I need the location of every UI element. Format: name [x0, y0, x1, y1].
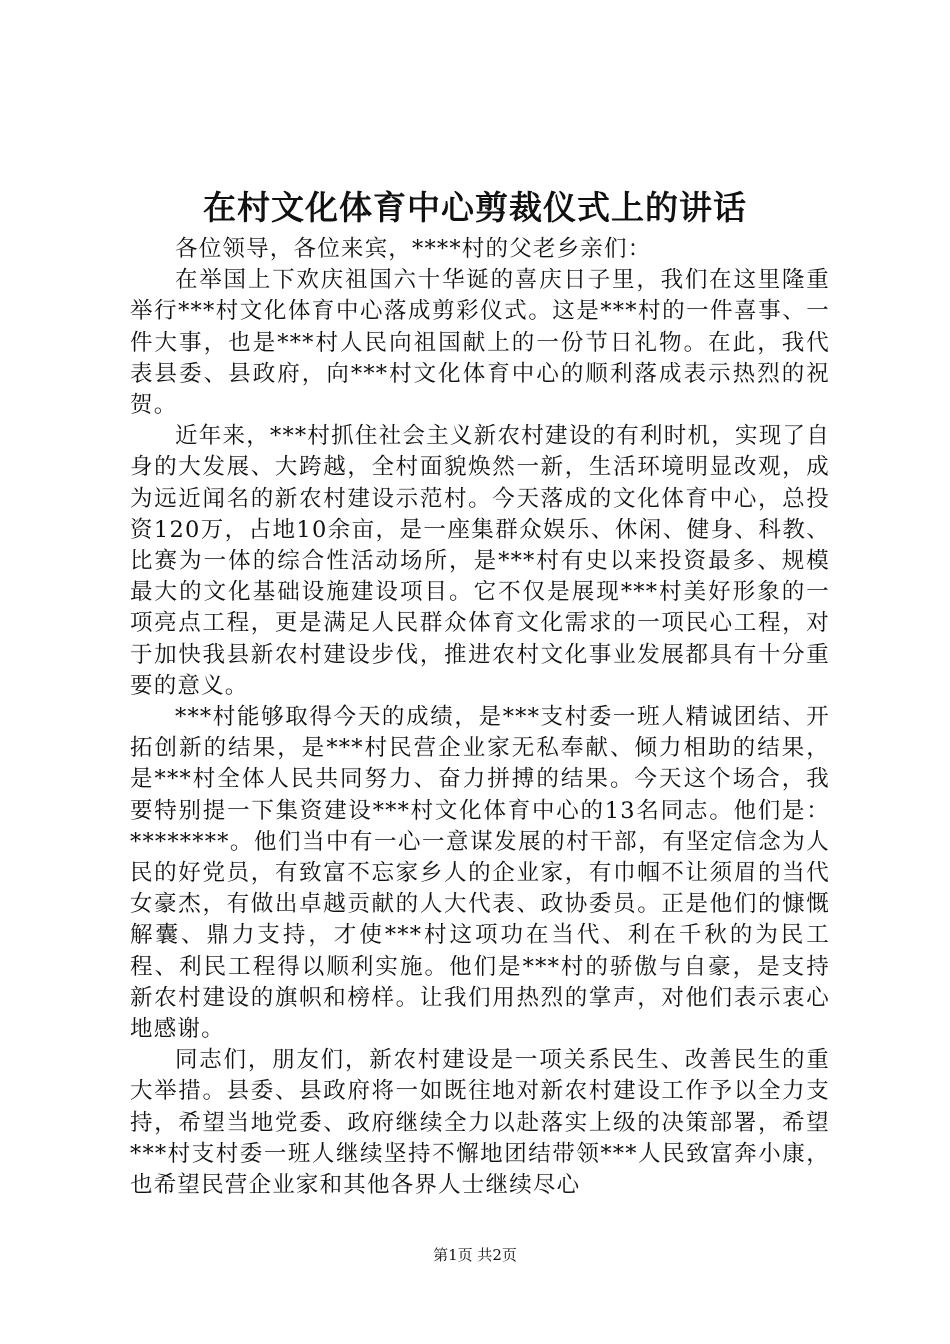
- document-body: [130, 234, 830, 1201]
- body-paragraph-4: 同志们，朋友们，新农村建设是一项关系民生、改善民生的重大举措。县委、县政府将一如既往地对新农村建设工作予以全力支持，希望当地党委、政府继续全力以赴落实上级的决策部署，希望***村支村委一班人继续坚持不懈地团结带领***人民致富奔小康，也希望民营企业家和其他各界人士继续尽心: [130, 1047, 830, 1199]
- body-paragraph-1: 在举国上下欢庆祖国六十华诞的喜庆日子里，我们在这里隆重举行***村文化体育中心落成剪彩仪式。这是***村的一件喜事、一件大事，也是***村人民向祖国献上的一份节日礼物。在此，我代表县委、县政府，向***村文化体育中心的顺利落成表示热烈的祝贺。: [130, 267, 830, 419]
- body-paragraph-2: 近年来，***村抓住社会主义新农村建设的有利时机，实现了自身的大发展、大跨越，全村面貌焕然一新，生活环境明显改观，成为远近闻名的新农村建设示范村。今天落成的文化体育中心，总投资120万，占地10余亩，是一座集群众娱乐、休闲、健身、科教、比赛为一体的综合性活动场所，是***村有史以来投资最多、规模最大的文化基础设施建设项目。它不仅是展现***村美好形象的一项亮点工程，更是满足人民群众体育文化需求的一项民心工程，对于加快我县新农村建设步伐，推进农村文化事业发展都具有十分重要的意义。: [130, 423, 830, 699]
- salutation-paragraph: 各位领导，各位来宾，****村的父老乡亲们：: [175, 236, 652, 262]
- page-footer: 第1页 共2页: [433, 1246, 517, 1264]
- body-paragraph-3: ***村能够取得今天的成绩，是***支村委一班人精诚团结、开拓创新的结果，是***村民营企业家无私奉献、倾力相助的结果，是***村全体人民共同努力、奋力拼搏的结果。今天这个场合，我要特别提一下集资建设***村文化体育中心的13名同志。他们是：********。他们当中有一心一意谋发展的村干部，有坚定信念为人民的好党员，有致富不忘家乡人的企业家，有巾帼不让须眉的当代女豪杰，有做出卓越贡献的人大代表、政协委员。正是他们的慷慨解囊、鼎力支持，才使***村这项功在当代、利在千秋的为民工程、利民工程得以顺利实施。他们是***村的骄傲与自豪，是支持新农村建设的旗帜和榜样。让我们用热烈的掌声，对他们表示衷心地感谢。: [130, 704, 830, 1043]
- document-title: 在村文化体育中心剪裁仪式上的讲话: [203, 188, 747, 227]
